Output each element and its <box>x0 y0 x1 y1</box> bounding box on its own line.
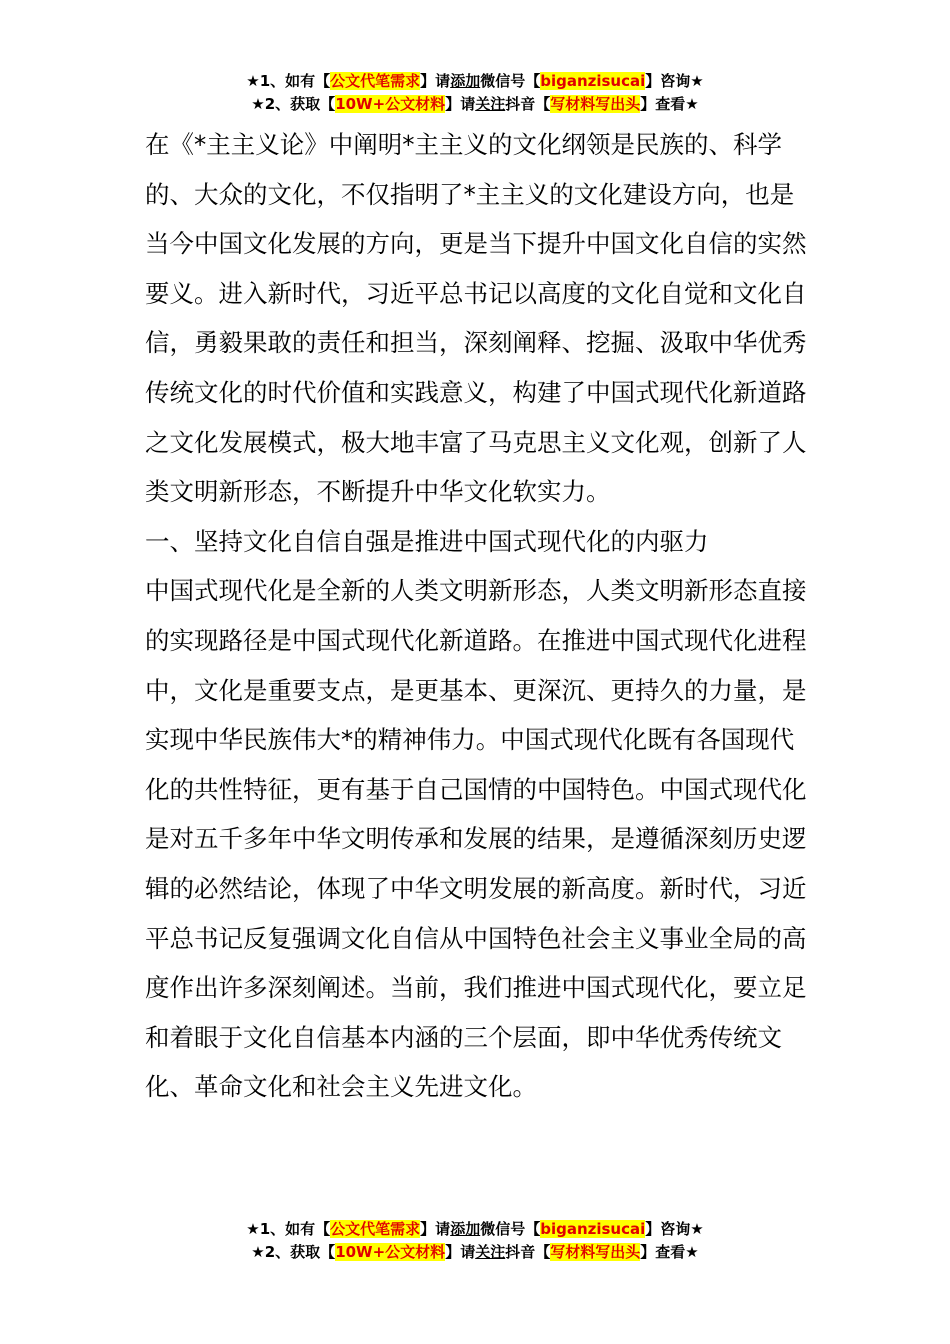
section-heading: 一、坚持文化自信自强是推进中国式现代化的内驱力 <box>145 526 709 556</box>
highlight-douyin-account: 写材料写出头 <box>550 95 641 113</box>
highlight-wechat-id: biganzisucai <box>540 72 646 90</box>
highlight-writing-service: 公文代笔需求 <box>330 1220 421 1238</box>
footer-banner <box>0 1218 950 1264</box>
banner-line-1: ★1、如有【公文代笔需求】请添加微信号【biganzisucai】咨询★ <box>246 1220 704 1238</box>
header-banner <box>0 70 950 116</box>
intro-paragraph: 在《*主主义论》中阐明*主主义的文化纲领是民族的、科学的、大众的文化，不仅指明了*主主义的文化建设方向，也是当今中国文化发展的方向，更是当下提升中国文化自信的实然要义。进入新时代，习近平总书记以高度的文化自觉和文化自信，勇毅果敢的责任和担当，深刻阐释、挖掘、汲取中华优秀传统文化的时代价值和实践意义，构建了中国式现代化新道路之文化发展模式，极大地丰富了马克思主义文化观，创新了人类文明新形态，不断提升中华文化软实力。 <box>145 130 807 507</box>
highlight-writing-service: 公文代笔需求 <box>330 72 421 90</box>
banner-line-2: ★2、获取【10W+公文材料】请关注抖音【写材料写出头】查看★ <box>251 95 699 113</box>
highlight-douyin-account: 写材料写出头 <box>550 1243 641 1261</box>
highlight-materials: 10W+公文材料 <box>335 95 446 113</box>
highlight-wechat-id: biganzisucai <box>540 1220 646 1238</box>
banner-line-2: ★2、获取【10W+公文材料】请关注抖音【写材料写出头】查看★ <box>251 1243 699 1261</box>
article-body <box>145 120 810 1112</box>
body-paragraph: 中国式现代化是全新的人类文明新形态，人类文明新形态直接的实现路径是中国式现代化新道路。在推进中国式现代化进程中，文化是重要支点，是更基本、更深沉、更持久的力量，是实现中华民族伟大*的精神伟力。中国式现代化既有各国现代化的共性特征，更有基于自己国情的中国特色。中国式现代化是对五千多年中华文明传承和发展的结果，是遵循深刻历史逻辑的必然结论，体现了中华文明发展的新高度。新时代，习近平总书记反复强调文化自信从中国特色社会主义事业全局的高度作出许多深刻阐述。当前，我们推进中国式现代化，要立足和着眼于文化自信基本内涵的三个层面，即中华优秀传统文化、革命文化和社会主义先进文化。 <box>145 576 807 1102</box>
banner-line-1: ★1、如有【公文代笔需求】请添加微信号【biganzisucai】咨询★ <box>246 72 704 90</box>
highlight-materials: 10W+公文材料 <box>335 1243 446 1261</box>
